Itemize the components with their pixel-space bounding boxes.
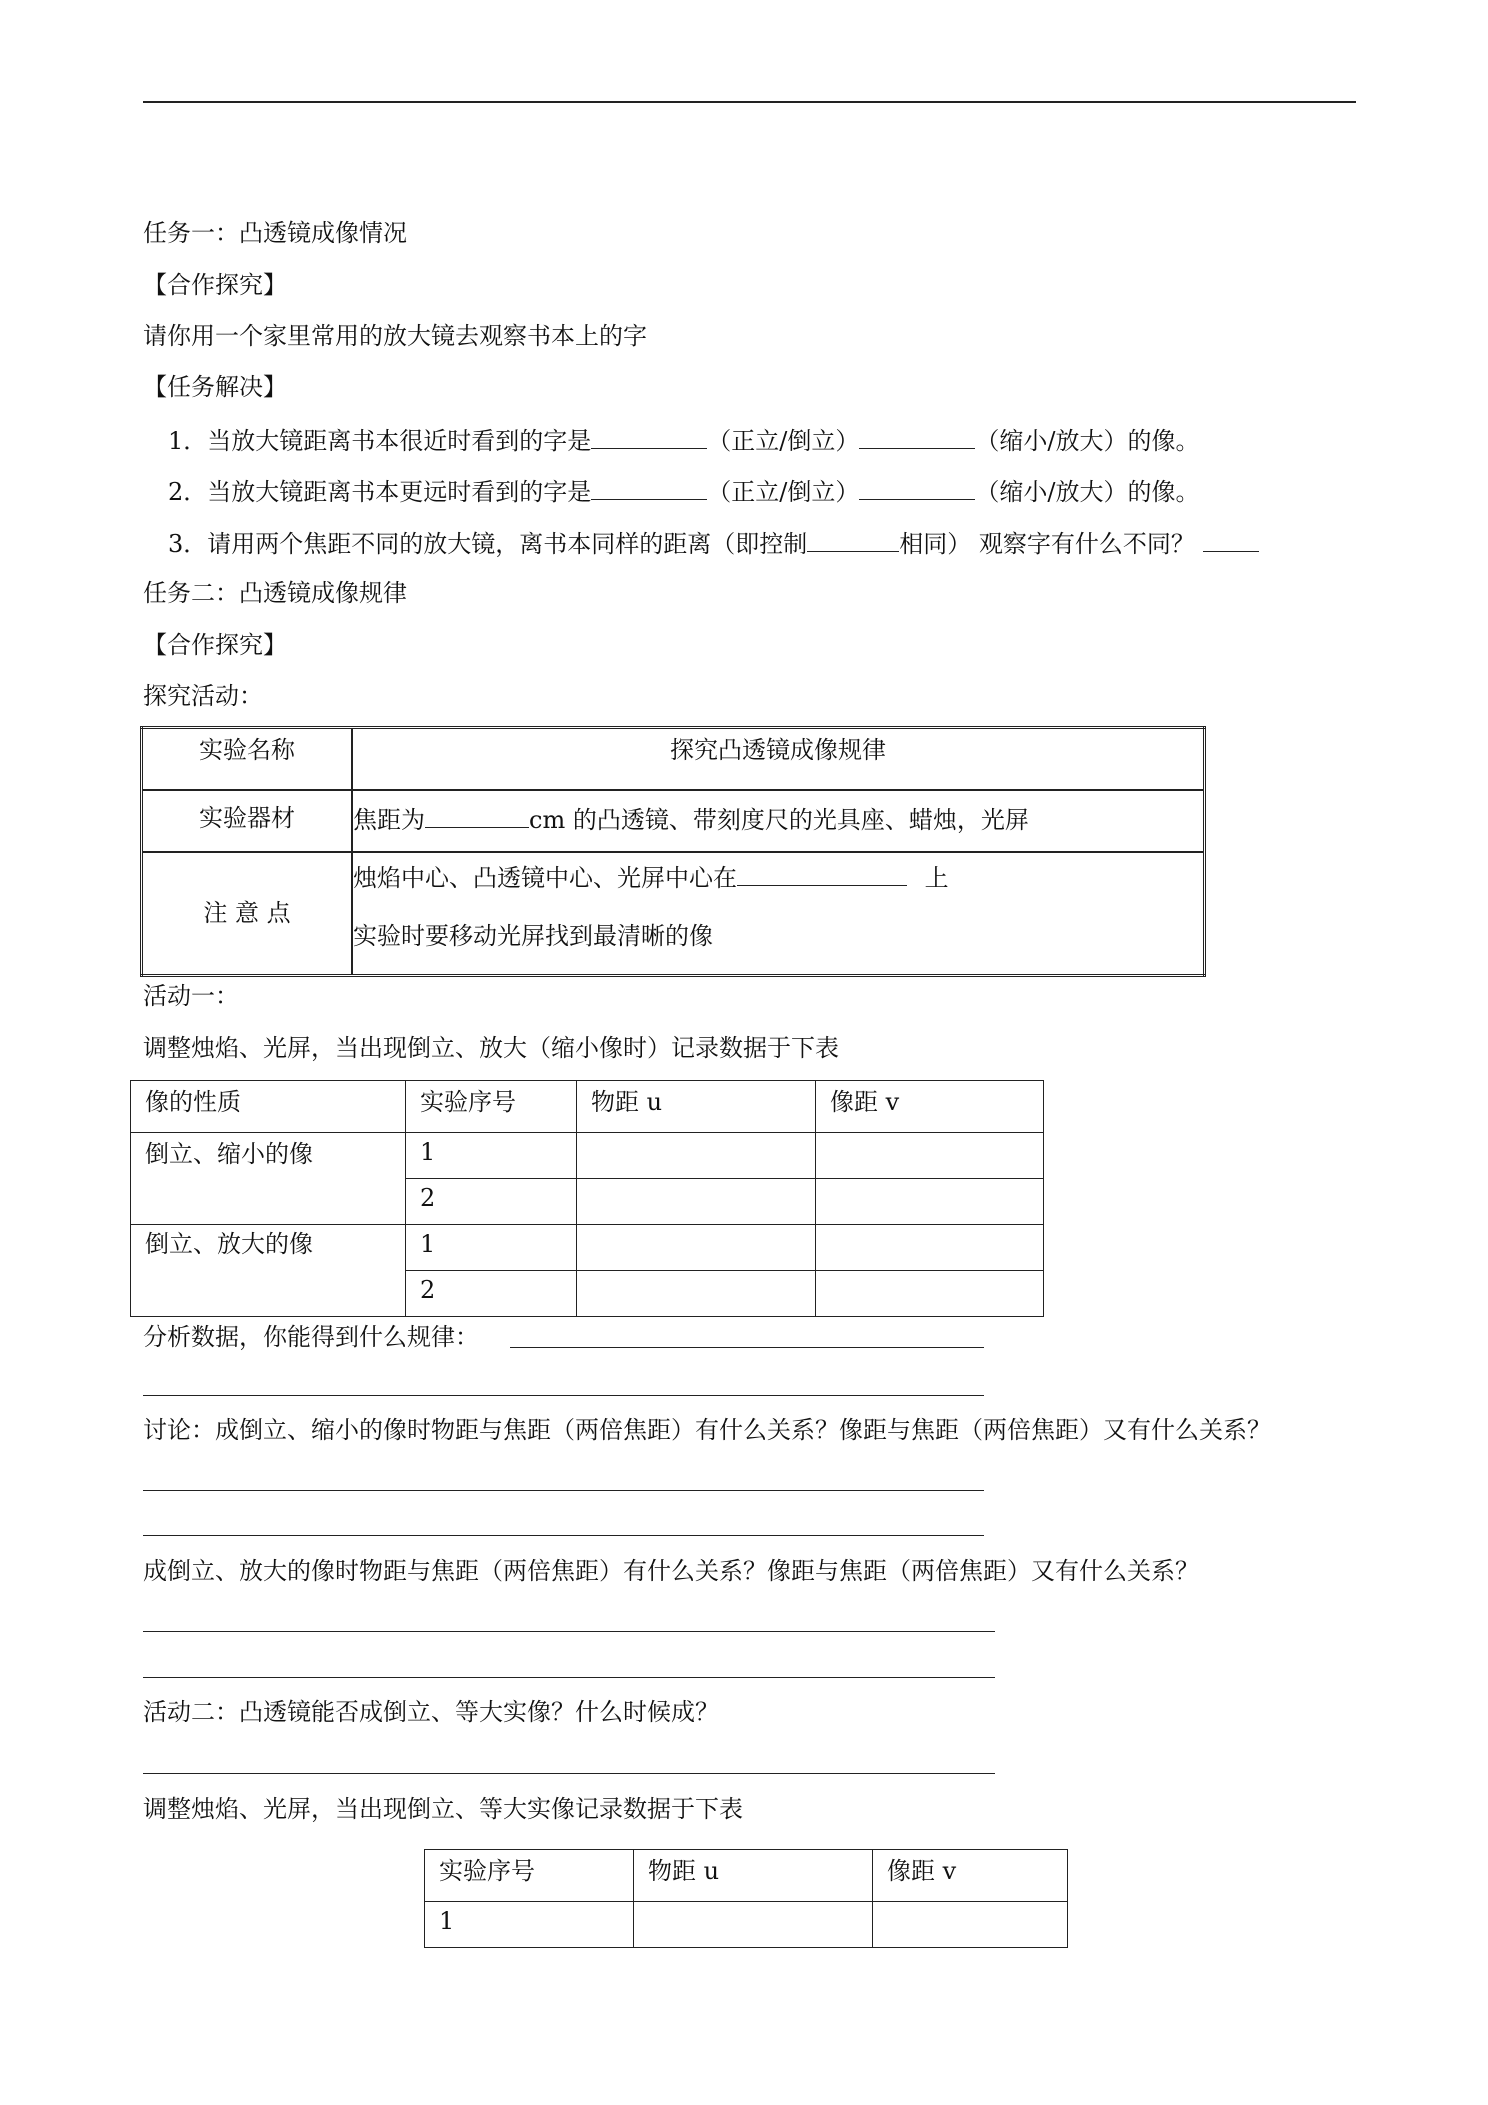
answer-blank[interactable]: [591, 475, 707, 500]
focal-length-blank[interactable]: [425, 803, 529, 828]
task2-activity-label: 探究活动：: [143, 682, 263, 710]
setup-equipment-value: 焦距为 cm 的凸透镜、带刻度尺的光具座、蜡烛，光屏: [352, 790, 1205, 852]
setup-name-label: 实验名称: [142, 728, 353, 790]
setup-notes-value: 烛焰中心、凸透镜中心、光屏中心在 上 实验时要移动光屏找到最清晰的像: [352, 852, 1205, 976]
task1-coop-heading: 【合作探究】: [143, 271, 287, 299]
image-distance-cell[interactable]: [816, 1271, 1044, 1317]
image-distance-cell[interactable]: [816, 1225, 1044, 1271]
image-distance-cell[interactable]: [816, 1179, 1044, 1225]
setup-name-value: 探究凸透镜成像规律: [352, 728, 1205, 790]
header-rule: [143, 101, 1356, 103]
table-header: 像的性质: [131, 1081, 406, 1133]
row-index: 1: [406, 1225, 577, 1271]
object-distance-cell[interactable]: [577, 1225, 816, 1271]
answer-blank[interactable]: [591, 424, 707, 449]
object-distance-cell[interactable]: [577, 1271, 816, 1317]
answer-blank[interactable]: [807, 527, 899, 552]
answer-line[interactable]: [510, 1347, 984, 1348]
task2-coop-heading: 【合作探究】: [143, 631, 287, 659]
group-label: 倒立、放大的像: [131, 1225, 406, 1317]
table-header: 像距 v: [816, 1081, 1044, 1133]
activity2-instruction: 调整烛焰、光屏，当出现倒立、等大实像记录数据于下表: [143, 1795, 743, 1823]
answer-blank[interactable]: [859, 424, 975, 449]
object-distance-cell[interactable]: [634, 1902, 873, 1948]
activity1-data-table: [130, 1080, 1044, 1317]
row-index: 1: [425, 1902, 634, 1948]
answer-line[interactable]: [143, 1490, 984, 1491]
task1-instruction: 请你用一个家里常用的放大镜去观察书本上的字: [143, 322, 647, 350]
task2-title: 任务二：凸透镜成像规律: [143, 579, 407, 607]
discussion-1: 讨论：成倒立、缩小的像时物距与焦距（两倍焦距）有什么关系？像距与焦距（两倍焦距）又有什么关系？: [143, 1416, 1271, 1444]
task1-solve-heading: 【任务解决】: [143, 373, 287, 401]
answer-line[interactable]: [143, 1535, 984, 1536]
answer-line[interactable]: [143, 1395, 984, 1396]
alignment-blank[interactable]: [737, 861, 907, 886]
group-label: 倒立、缩小的像: [131, 1133, 406, 1225]
table-header: 实验序号: [425, 1850, 634, 1902]
answer-blank[interactable]: [859, 475, 975, 500]
row-index: 2: [406, 1271, 577, 1317]
image-distance-cell[interactable]: [816, 1133, 1044, 1179]
question-2: 2．当放大镜距离书本更远时看到的字是 （正立/倒立） （缩小/放大）的像。: [168, 475, 1199, 507]
answer-line[interactable]: [143, 1631, 995, 1632]
activity2-title: 活动二：凸透镜能否成倒立、等大实像？什么时候成？: [143, 1698, 719, 1726]
discussion-2: 成倒立、放大的像时物距与焦距（两倍焦距）有什么关系？像距与焦距（两倍焦距）又有什么关系？: [143, 1557, 1199, 1585]
setup-equipment-label: 实验器材: [142, 790, 353, 852]
answer-line[interactable]: [143, 1677, 995, 1678]
table-header: 像距 v: [873, 1850, 1068, 1902]
question-1: 1．当放大镜距离书本很近时看到的字是 （正立/倒立） （缩小/放大）的像。: [168, 424, 1199, 456]
analyze-prompt: 分析数据，你能得到什么规律：: [143, 1323, 479, 1351]
task1-title: 任务一：凸透镜成像情况: [143, 219, 407, 247]
activity2-data-table: [424, 1849, 1068, 1948]
table-header: 物距 u: [634, 1850, 873, 1902]
image-distance-cell[interactable]: [873, 1902, 1068, 1948]
table-header: 实验序号: [406, 1081, 577, 1133]
table-header: 物距 u: [577, 1081, 816, 1133]
answer-blank[interactable]: [1203, 527, 1259, 552]
row-index: 2: [406, 1179, 577, 1225]
activity1-title: 活动一：: [143, 982, 239, 1010]
setup-notes-label: 注 意 点: [142, 852, 353, 976]
activity1-instruction: 调整烛焰、光屏，当出现倒立、放大（缩小像时）记录数据于下表: [143, 1034, 839, 1062]
question-3: 3．请用两个焦距不同的放大镜，离书本同样的距离（即控制 相同） 观察字有什么不同？: [168, 527, 1259, 559]
experiment-setup-table: [140, 726, 1206, 977]
object-distance-cell[interactable]: [577, 1133, 816, 1179]
row-index: 1: [406, 1133, 577, 1179]
object-distance-cell[interactable]: [577, 1179, 816, 1225]
answer-line[interactable]: [143, 1773, 995, 1774]
